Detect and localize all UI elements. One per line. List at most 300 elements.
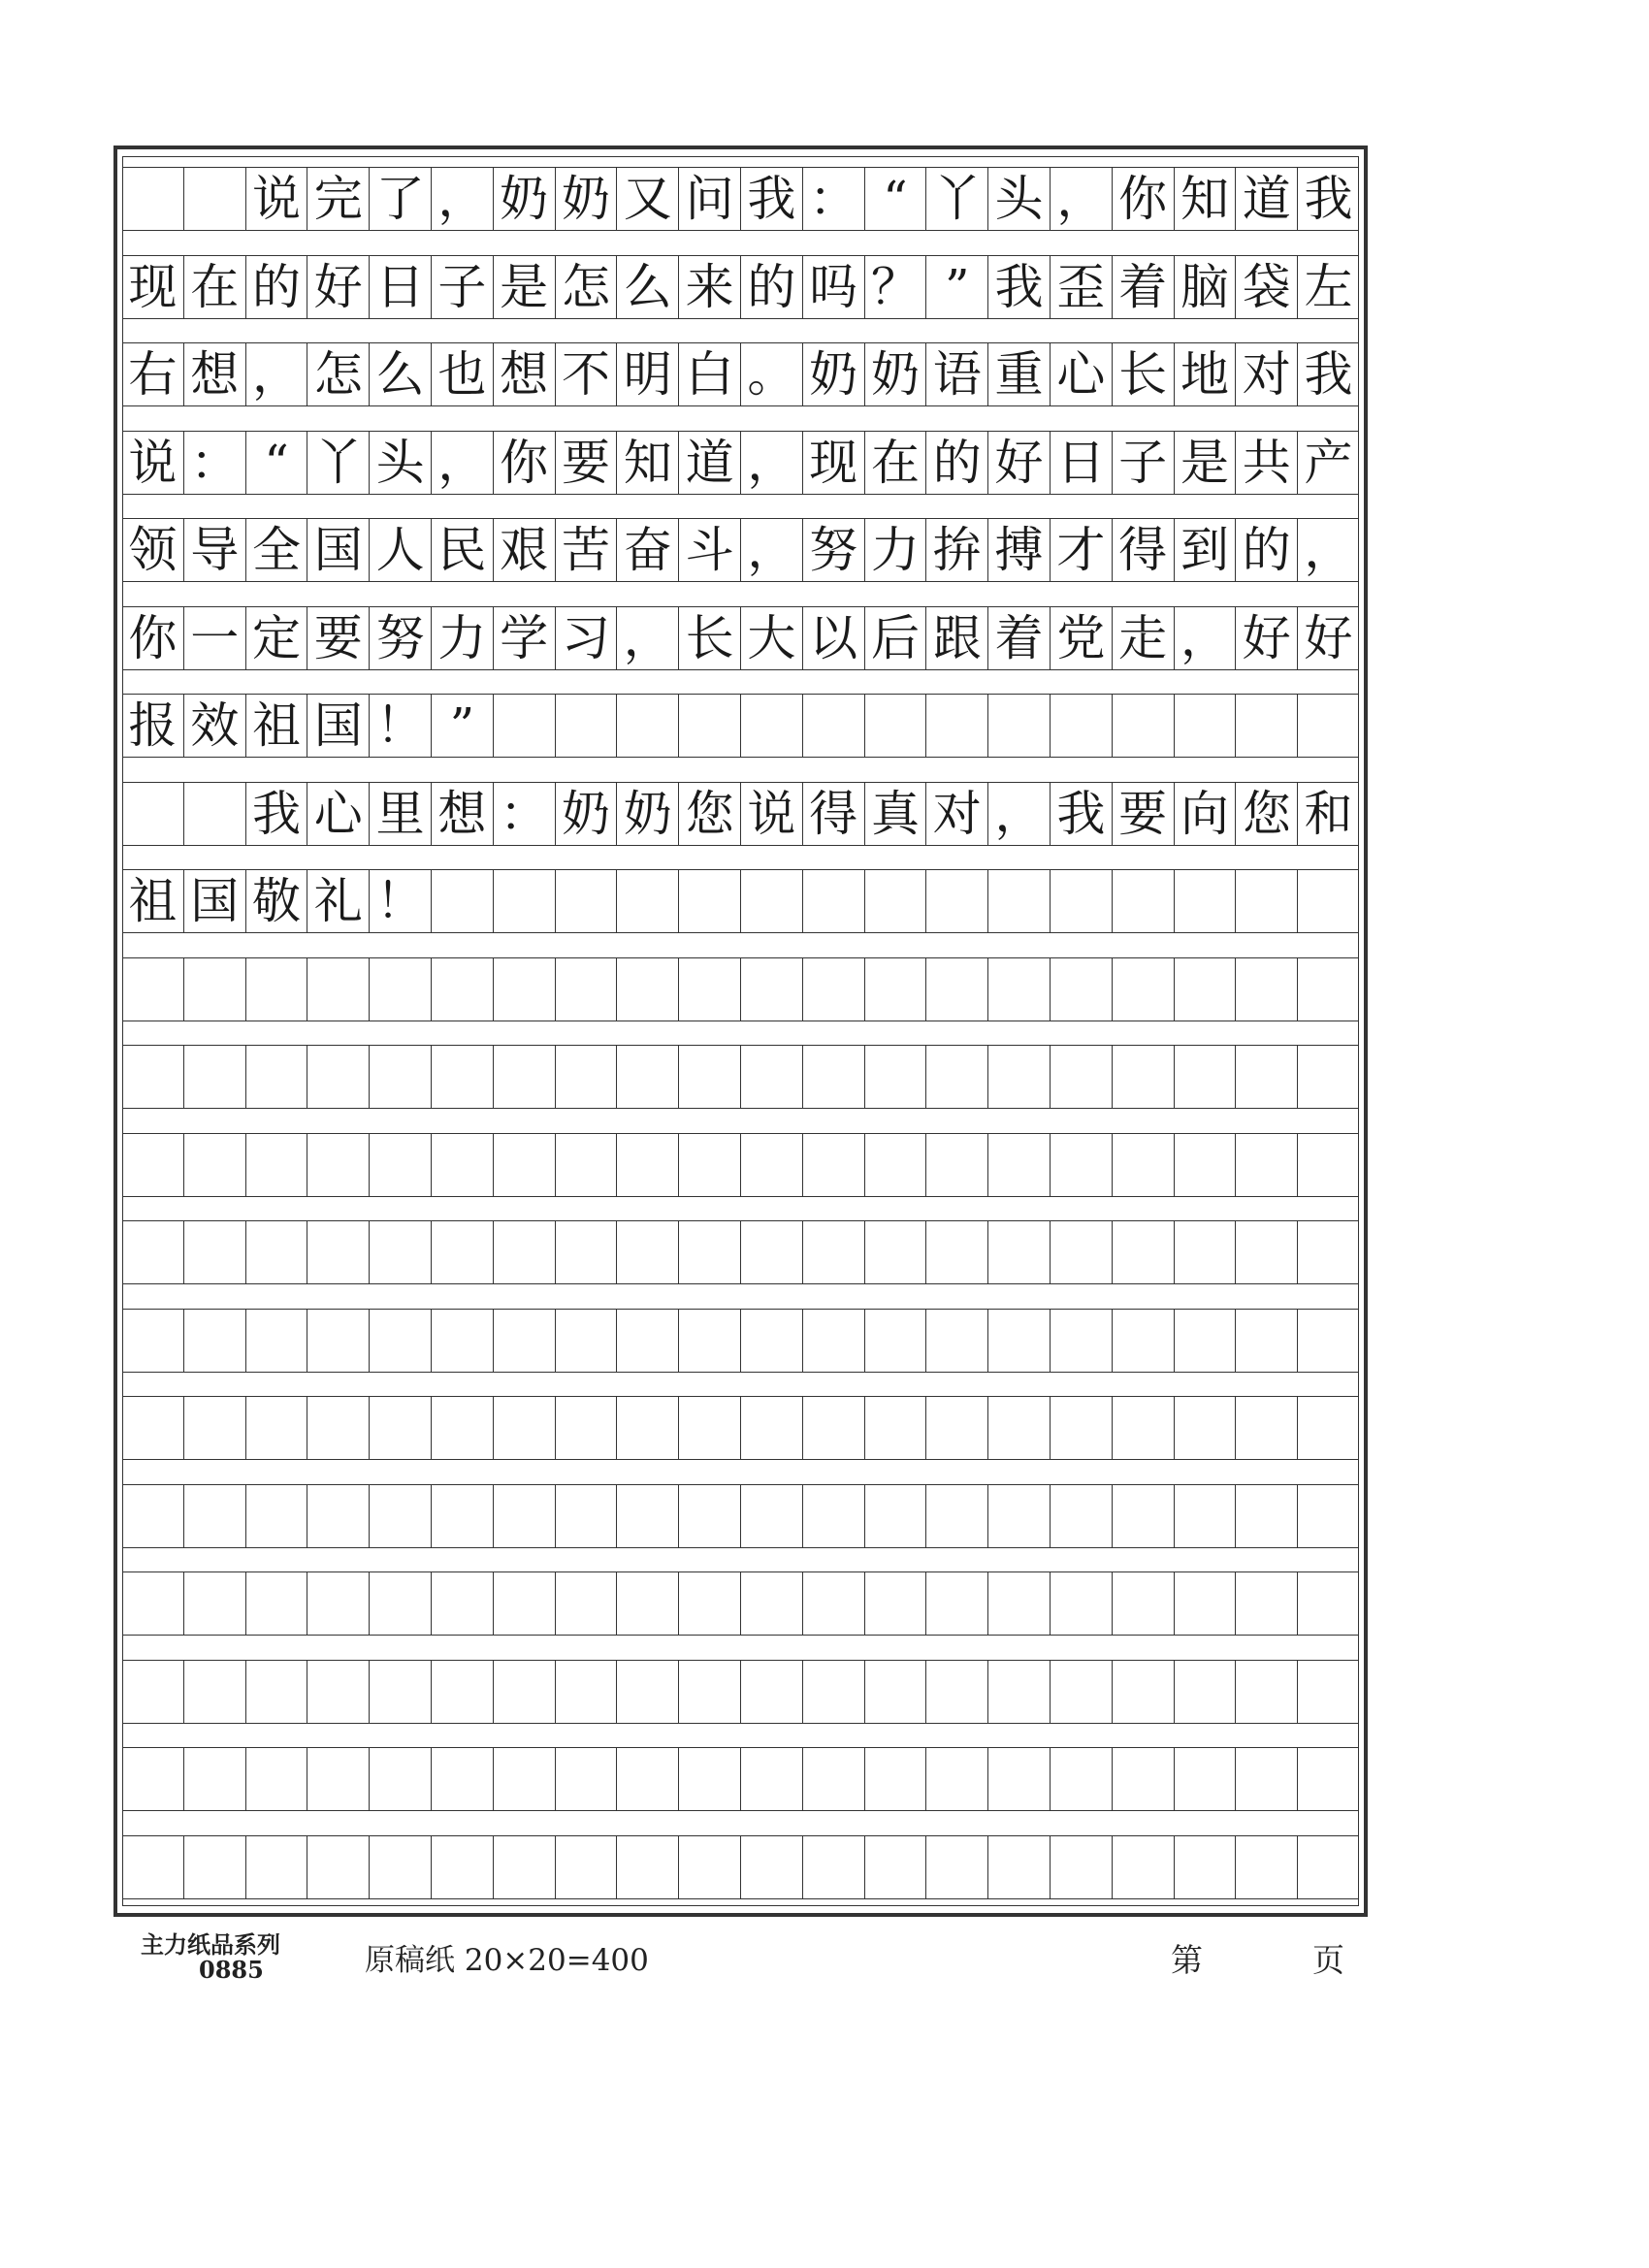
manuscript-row <box>122 1484 1359 1548</box>
manuscript-cell: 左 <box>1304 258 1353 315</box>
manuscript-cell: 。 <box>741 343 803 405</box>
manuscript-cell <box>1298 1661 1359 1723</box>
page-label-di: 第 <box>1171 1941 1203 1979</box>
manuscript-cell <box>988 870 1051 932</box>
manuscript-cell <box>1051 1836 1113 1898</box>
manuscript-cell: 丫 <box>926 168 988 230</box>
manuscript-cell <box>1051 1221 1113 1283</box>
manuscript-cell <box>865 1572 927 1635</box>
manuscript-cell: 是 <box>1175 432 1237 494</box>
manuscript-cell: 现 <box>122 256 184 318</box>
manuscript-cell <box>1298 1572 1359 1635</box>
manuscript-cell: 又 <box>617 168 679 230</box>
manuscript-cell: 和 <box>1304 785 1353 842</box>
manuscript-cell <box>432 1748 494 1810</box>
manuscript-cell <box>1051 1661 1113 1723</box>
manuscript-cell <box>865 1046 927 1108</box>
manuscript-cell <box>803 1572 865 1635</box>
manuscript-cell: 日 <box>370 256 432 318</box>
manuscript-cell <box>741 1485 803 1547</box>
manuscript-cell <box>803 870 865 932</box>
manuscript-cell: 吗 <box>803 256 865 318</box>
manuscript-cell <box>122 1485 184 1547</box>
manuscript-cell <box>617 1836 679 1898</box>
manuscript-cell: 您 <box>679 783 741 845</box>
manuscript-cell: 产 <box>1304 434 1353 491</box>
manuscript-cell <box>926 1221 988 1283</box>
manuscript-cell <box>370 1397 432 1459</box>
manuscript-cell: 走 <box>1113 607 1175 669</box>
manuscript-cell <box>494 1134 556 1196</box>
manuscript-cell <box>246 1310 308 1372</box>
manuscript-cell <box>1051 1310 1113 1372</box>
manuscript-cell: ， <box>432 432 494 494</box>
manuscript-cell: 是 <box>494 256 556 318</box>
manuscript-cell <box>307 1134 370 1196</box>
manuscript-cell: 么 <box>617 256 679 318</box>
manuscript-cell <box>988 1485 1051 1547</box>
manuscript-cell: 党 <box>1051 607 1113 669</box>
manuscript-cell <box>1113 1572 1175 1635</box>
manuscript-cell <box>741 958 803 1021</box>
manuscript-cell <box>1051 1485 1113 1547</box>
manuscript-cell <box>1175 1485 1237 1547</box>
manuscript-cell <box>1236 870 1298 932</box>
manuscript-cell <box>803 1310 865 1372</box>
manuscript-cell <box>803 1134 865 1196</box>
manuscript-cell: ， <box>1304 522 1353 578</box>
manuscript-cell <box>246 1397 308 1459</box>
manuscript-cell <box>556 1397 618 1459</box>
manuscript-cell <box>865 958 927 1021</box>
manuscript-cell: 对 <box>926 783 988 845</box>
manuscript-cell <box>1236 1310 1298 1372</box>
manuscript-cell <box>617 1485 679 1547</box>
manuscript-cell <box>741 1572 803 1635</box>
manuscript-cell: 要 <box>307 607 370 669</box>
manuscript-cell <box>1236 1134 1298 1196</box>
manuscript-row <box>122 342 1359 406</box>
manuscript-cell <box>1175 695 1237 757</box>
manuscript-cell <box>1051 1134 1113 1196</box>
manuscript-cell: 我 <box>1304 346 1353 403</box>
manuscript-cell <box>741 1046 803 1108</box>
manuscript-cell: 要 <box>556 432 618 494</box>
manuscript-cell: 艰 <box>494 519 556 581</box>
manuscript-cell <box>556 1310 618 1372</box>
manuscript-row <box>122 1835 1359 1899</box>
manuscript-cell: 怎 <box>307 343 370 405</box>
manuscript-cell: 不 <box>556 343 618 405</box>
manuscript-row <box>122 1309 1359 1373</box>
manuscript-cell <box>679 1661 741 1723</box>
manuscript-cell <box>1113 1397 1175 1459</box>
manuscript-cell <box>1113 695 1175 757</box>
product-code: 0885 <box>199 1956 264 1984</box>
manuscript-cell <box>1113 1661 1175 1723</box>
manuscript-cell: 奶 <box>617 783 679 845</box>
manuscript-cell <box>432 1572 494 1635</box>
manuscript-cell: ” <box>432 695 494 757</box>
manuscript-cell <box>1113 1046 1175 1108</box>
manuscript-cell: 你 <box>122 607 184 669</box>
manuscript-cell <box>1236 958 1298 1021</box>
manuscript-cell <box>1175 1310 1237 1372</box>
manuscript-cell: ， <box>246 343 308 405</box>
manuscript-cell <box>494 1661 556 1723</box>
manuscript-cell <box>494 1221 556 1283</box>
manuscript-cell <box>370 1836 432 1898</box>
manuscript-cell: 好 <box>988 432 1051 494</box>
manuscript-cell <box>617 1572 679 1635</box>
manuscript-cell <box>865 1661 927 1723</box>
manuscript-cell <box>184 1836 246 1898</box>
manuscript-row <box>122 1220 1359 1284</box>
manuscript-cell <box>184 783 246 845</box>
manuscript-cell <box>1113 1836 1175 1898</box>
manuscript-cell <box>246 1836 308 1898</box>
manuscript-cell: 祖 <box>122 870 184 932</box>
manuscript-cell: 努 <box>803 519 865 581</box>
manuscript-cell <box>803 1485 865 1547</box>
manuscript-cell <box>679 1397 741 1459</box>
manuscript-cell <box>370 1748 432 1810</box>
manuscript-cell <box>184 1310 246 1372</box>
manuscript-cell <box>988 1221 1051 1283</box>
manuscript-cell <box>432 958 494 1021</box>
manuscript-cell: 你 <box>1113 168 1175 230</box>
manuscript-cell: ！ <box>370 695 432 757</box>
manuscript-cell: 学 <box>494 607 556 669</box>
manuscript-cell: ， <box>741 432 803 494</box>
manuscript-cell <box>1175 1046 1237 1108</box>
manuscript-cell: 也 <box>432 343 494 405</box>
manuscript-cell <box>184 1397 246 1459</box>
manuscript-cell <box>1051 1397 1113 1459</box>
manuscript-cell: 报 <box>122 695 184 757</box>
manuscript-cell <box>679 870 741 932</box>
manuscript-cell <box>1175 1836 1237 1898</box>
manuscript-cell <box>865 1485 927 1547</box>
manuscript-cell <box>617 1397 679 1459</box>
manuscript-cell: 奶 <box>803 343 865 405</box>
manuscript-cell <box>307 1748 370 1810</box>
manuscript-cell: ： <box>184 432 246 494</box>
manuscript-cell: 你 <box>494 432 556 494</box>
manuscript-cell: 我 <box>1304 171 1353 227</box>
manuscript-cell: 奋 <box>617 519 679 581</box>
manuscript-cell: 脑 <box>1175 256 1237 318</box>
manuscript-cell <box>122 1572 184 1635</box>
manuscript-cell <box>494 1397 556 1459</box>
manuscript-cell <box>988 695 1051 757</box>
manuscript-cell <box>246 1134 308 1196</box>
manuscript-cell <box>1236 1748 1298 1810</box>
manuscript-cell <box>617 870 679 932</box>
manuscript-cell: 拚 <box>926 519 988 581</box>
manuscript-cell: 向 <box>1175 783 1237 845</box>
manuscript-cell <box>988 1046 1051 1108</box>
manuscript-cell <box>307 1397 370 1459</box>
manuscript-cell: 后 <box>865 607 927 669</box>
manuscript-cell <box>556 695 618 757</box>
manuscript-cell <box>494 1572 556 1635</box>
manuscript-cell: 我 <box>246 783 308 845</box>
manuscript-cell: 白 <box>679 343 741 405</box>
manuscript-cell: 想 <box>494 343 556 405</box>
manuscript-cell <box>556 1134 618 1196</box>
manuscript-cell <box>432 1046 494 1108</box>
manuscript-cell <box>679 1572 741 1635</box>
manuscript-cell <box>1236 1397 1298 1459</box>
manuscript-cell: 到 <box>1175 519 1237 581</box>
manuscript-cell <box>1175 870 1237 932</box>
manuscript-cell <box>617 695 679 757</box>
manuscript-cell <box>494 958 556 1021</box>
manuscript-cell <box>556 1046 618 1108</box>
manuscript-cell: 道 <box>679 432 741 494</box>
manuscript-cell <box>1175 1397 1237 1459</box>
manuscript-cell <box>432 1661 494 1723</box>
manuscript-cell: 共 <box>1236 432 1298 494</box>
manuscript-cell <box>1051 1572 1113 1635</box>
manuscript-cell: 习 <box>556 607 618 669</box>
manuscript-cell <box>122 783 184 845</box>
manuscript-cell: 以 <box>803 607 865 669</box>
manuscript-cell: 想 <box>184 343 246 405</box>
manuscript-cell <box>432 1221 494 1283</box>
manuscript-cell: 日 <box>1051 432 1113 494</box>
manuscript-cell <box>1051 1748 1113 1810</box>
manuscript-cell <box>1298 958 1359 1021</box>
manuscript-cell: 在 <box>184 256 246 318</box>
manuscript-cell: 右 <box>122 343 184 405</box>
manuscript-cell <box>1236 1221 1298 1283</box>
manuscript-cell <box>1051 870 1113 932</box>
manuscript-cell <box>741 1134 803 1196</box>
manuscript-cell: 效 <box>184 695 246 757</box>
manuscript-cell <box>556 1485 618 1547</box>
manuscript-cell <box>1175 1134 1237 1196</box>
manuscript-sheet-inner-border <box>122 156 1359 1906</box>
manuscript-cell <box>803 1661 865 1723</box>
manuscript-cell <box>1298 870 1359 932</box>
manuscript-cell <box>122 168 184 230</box>
manuscript-cell <box>1113 1310 1175 1372</box>
manuscript-cell <box>1236 1836 1298 1898</box>
manuscript-row <box>122 1571 1359 1636</box>
manuscript-cell: 我 <box>988 256 1051 318</box>
manuscript-cell <box>926 1572 988 1635</box>
manuscript-cell <box>679 1134 741 1196</box>
manuscript-cell <box>307 1661 370 1723</box>
manuscript-cell <box>988 1572 1051 1635</box>
manuscript-cell <box>122 1221 184 1283</box>
manuscript-cell <box>617 1046 679 1108</box>
manuscript-cell: ， <box>617 607 679 669</box>
manuscript-cell: 对 <box>1236 343 1298 405</box>
manuscript-cell <box>679 1748 741 1810</box>
manuscript-cell <box>246 1485 308 1547</box>
manuscript-cell <box>679 1485 741 1547</box>
manuscript-cell <box>803 958 865 1021</box>
manuscript-row <box>122 1045 1359 1109</box>
manuscript-cell <box>122 1310 184 1372</box>
manuscript-cell <box>988 1134 1051 1196</box>
manuscript-cell <box>556 1836 618 1898</box>
manuscript-cell <box>494 1310 556 1372</box>
manuscript-cell: 才 <box>1051 519 1113 581</box>
manuscript-cell: 敬 <box>246 870 308 932</box>
manuscript-cell <box>370 1046 432 1108</box>
manuscript-cell <box>617 1748 679 1810</box>
manuscript-cell <box>494 1748 556 1810</box>
manuscript-cell <box>1236 1572 1298 1635</box>
manuscript-cell <box>307 1485 370 1547</box>
manuscript-cell <box>370 1485 432 1547</box>
manuscript-cell <box>741 695 803 757</box>
manuscript-cell <box>741 870 803 932</box>
manuscript-cell <box>1113 870 1175 932</box>
manuscript-cell: ！ <box>370 870 432 932</box>
manuscript-cell <box>1236 1661 1298 1723</box>
manuscript-cell: 力 <box>865 519 927 581</box>
manuscript-cell <box>1298 695 1359 757</box>
manuscript-cell: 说 <box>246 168 308 230</box>
manuscript-cell <box>679 1836 741 1898</box>
manuscript-cell <box>617 1221 679 1283</box>
manuscript-cell <box>122 1661 184 1723</box>
manuscript-row <box>122 782 1359 846</box>
manuscript-cell: 要 <box>1113 783 1175 845</box>
manuscript-cell <box>803 1221 865 1283</box>
manuscript-cell: “ <box>865 168 927 230</box>
manuscript-cell <box>1298 1485 1359 1547</box>
manuscript-cell <box>617 1134 679 1196</box>
manuscript-cell <box>803 1046 865 1108</box>
manuscript-cell <box>1051 695 1113 757</box>
manuscript-cell <box>1298 1397 1359 1459</box>
manuscript-cell <box>1298 1046 1359 1108</box>
manuscript-cell <box>679 1046 741 1108</box>
manuscript-cell <box>494 695 556 757</box>
manuscript-cell: 大 <box>741 607 803 669</box>
manuscript-cell <box>1175 1748 1237 1810</box>
manuscript-cell <box>926 958 988 1021</box>
manuscript-cell <box>556 1221 618 1283</box>
manuscript-cell: 苦 <box>556 519 618 581</box>
manuscript-cell: 说 <box>122 432 184 494</box>
manuscript-cell: 领 <box>122 519 184 581</box>
manuscript-cell: 心 <box>1051 343 1113 405</box>
manuscript-cell: 头 <box>988 168 1051 230</box>
manuscript-cell <box>1236 695 1298 757</box>
manuscript-cell <box>988 1836 1051 1898</box>
manuscript-cell: 搏 <box>988 519 1051 581</box>
manuscript-cell <box>556 1572 618 1635</box>
manuscript-cell <box>370 1310 432 1372</box>
manuscript-cell: 想 <box>432 783 494 845</box>
manuscript-cell <box>926 870 988 932</box>
manuscript-cell: 在 <box>865 432 927 494</box>
manuscript-row <box>122 431 1359 495</box>
manuscript-cell <box>370 1572 432 1635</box>
manuscript-cell <box>988 958 1051 1021</box>
manuscript-cell <box>803 1748 865 1810</box>
manuscript-cell: 语 <box>926 343 988 405</box>
manuscript-cell <box>122 1748 184 1810</box>
manuscript-cell <box>865 1836 927 1898</box>
manuscript-cell <box>1175 1572 1237 1635</box>
brand-name: 主力纸品系列 <box>141 1930 280 1959</box>
manuscript-cell <box>1113 1134 1175 1196</box>
manuscript-cell: 定 <box>246 607 308 669</box>
manuscript-cell <box>494 1046 556 1108</box>
manuscript-cell: 得 <box>803 783 865 845</box>
manuscript-cell <box>122 1134 184 1196</box>
manuscript-cell <box>122 1836 184 1898</box>
manuscript-cell <box>988 1397 1051 1459</box>
manuscript-cell <box>184 168 246 230</box>
manuscript-cell <box>246 1748 308 1810</box>
manuscript-cell <box>122 1046 184 1108</box>
manuscript-cell <box>741 1748 803 1810</box>
manuscript-cell <box>246 1221 308 1283</box>
manuscript-cell <box>617 958 679 1021</box>
manuscript-cell: 祖 <box>246 695 308 757</box>
manuscript-cell <box>741 1836 803 1898</box>
manuscript-cell <box>803 1836 865 1898</box>
manuscript-cell <box>556 958 618 1021</box>
manuscript-cell: 歪 <box>1051 256 1113 318</box>
manuscript-cell: 人 <box>370 519 432 581</box>
manuscript-cell: 力 <box>432 607 494 669</box>
manuscript-row <box>122 1133 1359 1197</box>
manuscript-cell <box>1113 958 1175 1021</box>
manuscript-cell <box>432 1134 494 1196</box>
manuscript-cell <box>122 958 184 1021</box>
manuscript-cell <box>246 1572 308 1635</box>
manuscript-cell: 了 <box>370 168 432 230</box>
manuscript-cell <box>307 1572 370 1635</box>
manuscript-cell: 问 <box>679 168 741 230</box>
manuscript-cell <box>1298 1748 1359 1810</box>
manuscript-cell <box>494 1836 556 1898</box>
manuscript-cell <box>926 1397 988 1459</box>
manuscript-cell <box>370 1221 432 1283</box>
manuscript-cell: 奶 <box>865 343 927 405</box>
manuscript-cell <box>122 1397 184 1459</box>
manuscript-cell: ” <box>926 256 988 318</box>
manuscript-cell: 得 <box>1113 519 1175 581</box>
manuscript-cell <box>1298 1310 1359 1372</box>
manuscript-row <box>122 167 1359 231</box>
manuscript-cell <box>1113 1485 1175 1547</box>
manuscript-cell <box>926 695 988 757</box>
manuscript-cell: “ <box>246 432 308 494</box>
manuscript-cell <box>865 870 927 932</box>
manuscript-cell <box>432 1397 494 1459</box>
manuscript-cell <box>741 1661 803 1723</box>
manuscript-cell <box>307 958 370 1021</box>
manuscript-cell <box>926 1134 988 1196</box>
manuscript-cell: 现 <box>803 432 865 494</box>
manuscript-row <box>122 869 1359 933</box>
manuscript-cell: 长 <box>1113 343 1175 405</box>
manuscript-cell <box>556 1748 618 1810</box>
manuscript-cell <box>1113 1221 1175 1283</box>
manuscript-cell: 长 <box>679 607 741 669</box>
